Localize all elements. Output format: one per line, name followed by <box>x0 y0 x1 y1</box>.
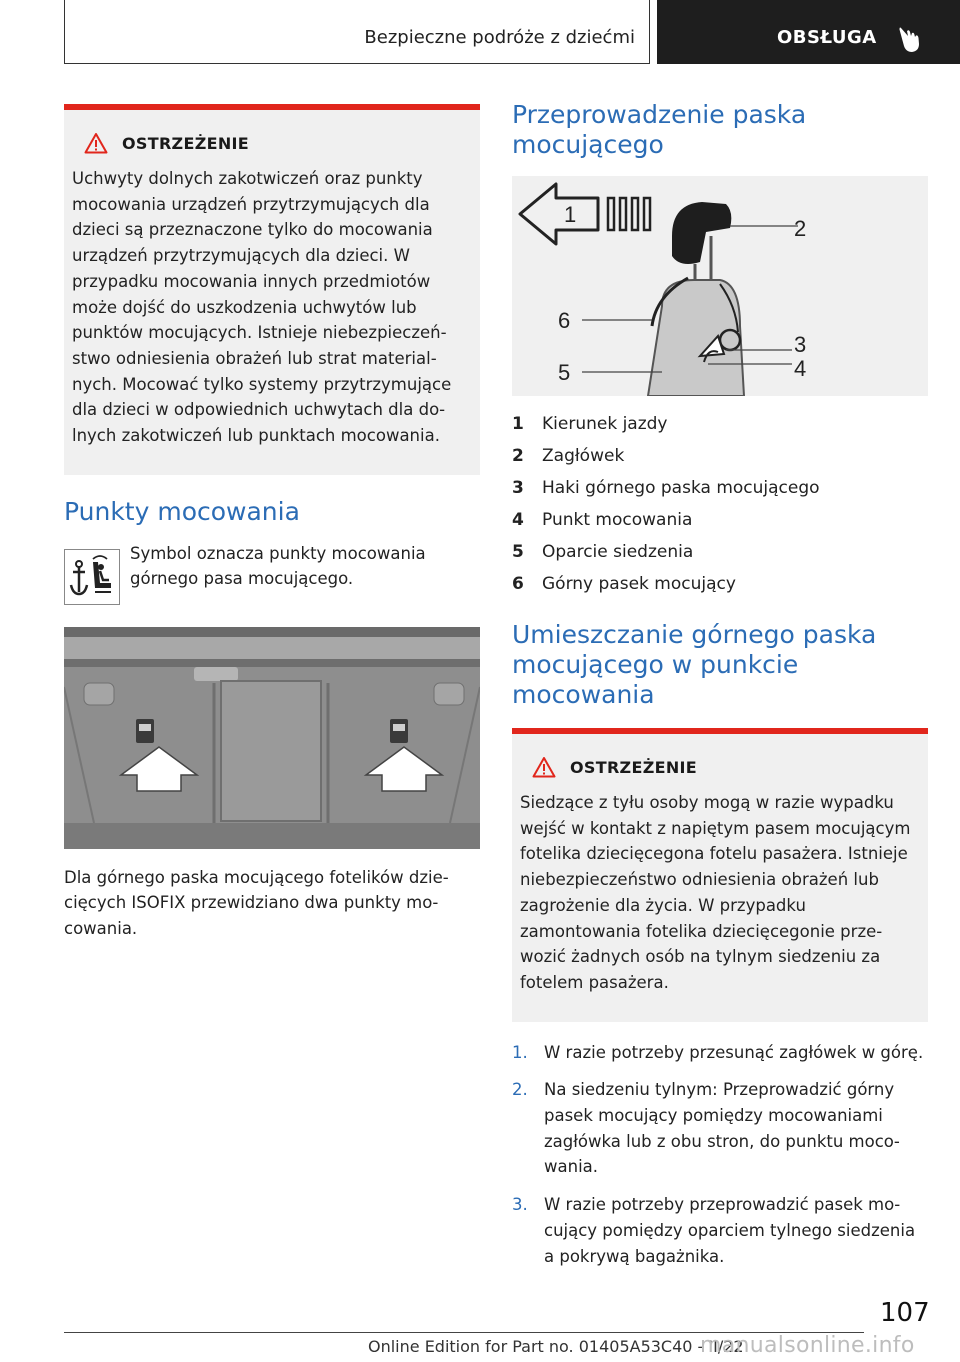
trunk-anchor-photo <box>64 627 480 849</box>
section-title-strap-attach: Umieszczanie górnego paska mocującego w punkcie mocowania <box>512 620 877 709</box>
step-item <box>512 1077 928 1180</box>
warning-label: OSTRZEŻENIE <box>570 757 697 777</box>
legend-item <box>512 408 928 440</box>
legend-item <box>512 472 928 504</box>
symbol-description: Symbol oznacza punkty mocowania górnego pasa mocującego. <box>130 543 426 589</box>
header-section-title: Bezpieczne podróże z dziećmi <box>364 27 635 48</box>
legend-number: 4 <box>512 510 524 530</box>
legend-text: Punkt mocowania <box>542 510 693 530</box>
warning-box <box>512 728 928 1022</box>
legend-item <box>512 536 928 568</box>
legend-number: 1 <box>512 414 524 434</box>
warning-triangle-icon <box>532 756 556 778</box>
step-text: W razie potrzeby przesunąć zagłówek w górę. <box>544 1042 924 1062</box>
warning-triangle-icon <box>84 132 108 154</box>
legend-item <box>512 504 928 536</box>
legend-text: Górny pasek mocujący <box>542 574 736 594</box>
warning-label: OSTRZEŻENIE <box>122 133 249 153</box>
warning-text: Uchwyty dolnych zakotwiczeń oraz punkty mocowania urządzeń przytrzymujących dla dzieci są przeznaczone tylko do mocowania urządzeń przytrzymujących dla dzieci. W przypadku mocowania innych przedmiotów może dojść do uszkodzenia uchwytów lub punktów mocujących. Istnieje niebezpieczeństwo odniesienia obrażeń lub strat materialnych. Mocować tylko systemy przytrzymujące dla dzieci w odpowiednich uchwytach dla dolnych zakotwiczeń lub punktach mocowania. <box>72 169 452 446</box>
section-title-anchor-points: Punkty mocowania <box>64 496 300 526</box>
right-column <box>512 100 928 1281</box>
trunk-photo-drawing <box>64 627 480 849</box>
legend-text: Haki górnego paska mocującego <box>542 478 820 498</box>
step-item <box>512 1192 928 1269</box>
section-title-strap-routing: Przeprowadzenie paska mocującego <box>512 100 807 159</box>
legend-item <box>512 440 928 472</box>
pointing-hand-icon <box>898 24 924 54</box>
figure-legend <box>512 408 928 600</box>
legend-text: Kierunek jazdy <box>542 414 668 434</box>
legend-number: 2 <box>512 446 524 466</box>
step-list <box>512 1040 928 1270</box>
figure-label-3: 3 <box>794 332 807 357</box>
footer-edition: Online Edition for Part no. 01405A53C40 - II/22 <box>368 1337 744 1356</box>
warning-header <box>532 756 920 778</box>
headrest-strap-diagram <box>512 176 928 396</box>
photo-caption: Dla górnego paska mocującego fotelików dziecięcych ISOFIX przewidziano dwa punkty mocowania. <box>64 867 449 939</box>
legend-number: 5 <box>512 542 524 562</box>
figure-label-1: 1 <box>564 202 577 227</box>
figure-label-5: 5 <box>558 360 571 385</box>
warning-box <box>64 104 480 475</box>
left-column <box>64 104 480 942</box>
figure-label-2: 2 <box>794 216 807 241</box>
legend-number: 3 <box>512 478 524 498</box>
step-text: Na siedzeniu tylnym: Przeprowadzić górny pasek mocujący pomiędzy mocowaniami zagłówka lub z obu stron, do punktu mocowania. <box>544 1080 900 1177</box>
chapter-tab[interactable] <box>657 0 960 64</box>
child-seat-anchor-icon <box>64 549 120 605</box>
symbol-row <box>64 541 480 605</box>
figure-label-6: 6 <box>558 308 571 333</box>
headrest-diagram-drawing <box>512 176 928 396</box>
footer-watermark: manualsonline.info <box>700 1333 915 1358</box>
figure-label-4: 4 <box>794 356 807 381</box>
chapter-tab-label: OBSŁUGA <box>777 27 877 48</box>
step-text: W razie potrzeby przeprowadzić pasek mocujący pomiędzy oparciem tylnego siedzenia a pokrywą bagażnika. <box>544 1195 916 1266</box>
step-number: 2. <box>512 1080 528 1100</box>
warning-text: Siedzące z tyłu osoby mogą w razie wypadku wejść w kontakt z napiętym pasem mocującym fotelika dziecięcegona fotelu pasażera. Istnieje niebezpieczeństwo odniesienia obrażeń lub zagrożenie dla życia. W przypadku zamontowania fotelika dziecięcegonie przewozić żadnych osób na tylnym siedzeniu za fotelem pasażera. <box>520 793 911 992</box>
legend-text: Oparcie siedzenia <box>542 542 694 562</box>
step-number: 3. <box>512 1195 528 1215</box>
step-number: 1. <box>512 1042 528 1062</box>
header-section-box <box>64 0 650 64</box>
legend-text: Zagłówek <box>542 446 625 466</box>
warning-header <box>84 132 472 154</box>
legend-number: 6 <box>512 574 524 594</box>
page-number: 107 <box>880 1298 930 1328</box>
step-item <box>512 1040 928 1066</box>
legend-item <box>512 568 928 600</box>
